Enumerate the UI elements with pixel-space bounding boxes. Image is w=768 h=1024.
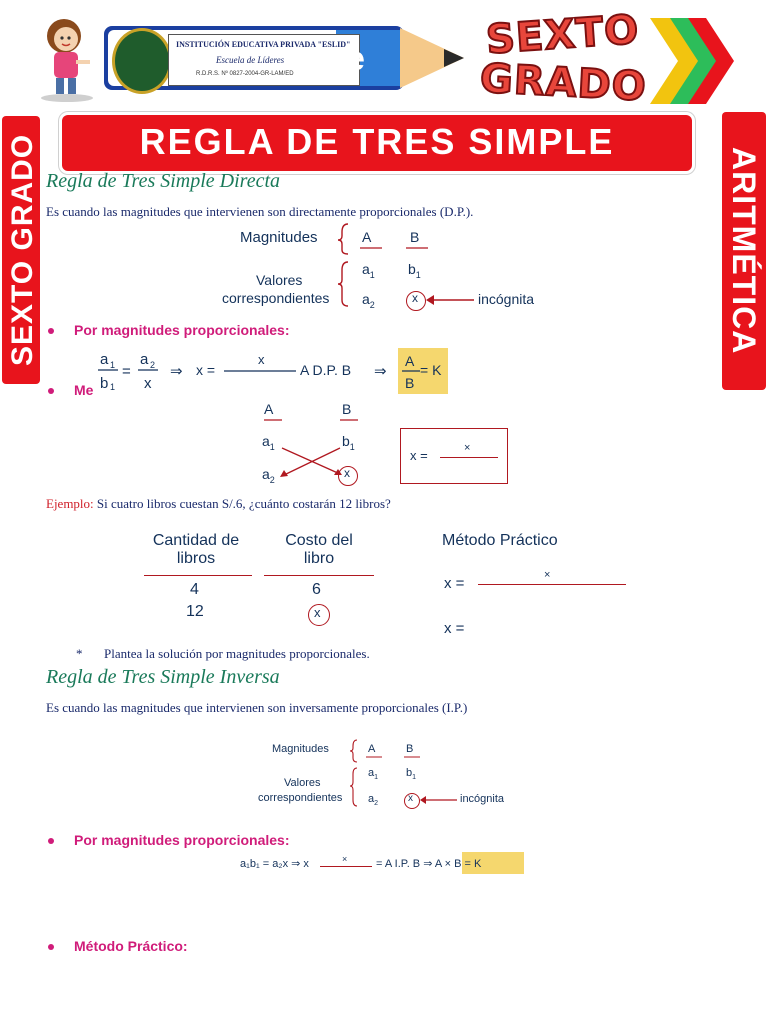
inv-values-label-1: Valores	[284, 777, 321, 789]
side-label-left: SEXTO GRADO	[6, 133, 39, 367]
example-text: Si cuatro libros cuestan S/.6, ¿cuánto costarán 12 libros?	[96, 496, 391, 511]
school-emblem	[112, 28, 172, 94]
inv-b1: $b_1$	[406, 767, 417, 782]
method-line	[478, 584, 626, 585]
svg-text:x: x	[258, 352, 265, 367]
inv-col-a: A	[368, 743, 376, 755]
col-a-label: A	[362, 229, 372, 245]
example-label: Ejemplo:	[46, 496, 94, 511]
school-motto: Escuela de Líderes	[216, 55, 285, 65]
cross-b1: $b_1$	[342, 433, 355, 452]
table-col1-header: Cantidad de libros	[152, 532, 240, 567]
definition-direct: Es cuando las magnitudes que intervienen son directamente proporcionales (D.P.).	[46, 204, 474, 219]
inv-unknown-x: x	[408, 793, 413, 804]
page-title: REGLA DE TRES SIMPLE	[139, 121, 615, 162]
method-x1: x =	[444, 575, 465, 592]
cross-col-b: B	[342, 401, 352, 417]
definition-inverse: Es cuando las magnitudes que intervienen son inversamente proporcionales (I.P.)	[46, 700, 468, 715]
svg-text:2: 2	[150, 360, 156, 370]
section-heading-direct: Regla de Tres Simple Directa	[46, 170, 281, 192]
note-star: *	[76, 646, 83, 661]
bullet-dot	[48, 944, 54, 950]
formula-k: = K	[420, 362, 442, 378]
row1-qty: 4	[190, 581, 199, 598]
col-b-label: B	[410, 229, 420, 245]
practical-box-line	[440, 457, 498, 458]
note-text: Plantea la solución por magnitudes proporcionales.	[104, 646, 370, 661]
cross-col-a: A	[264, 401, 274, 417]
inv-magnitudes-label: Magnitudes	[272, 743, 329, 755]
svg-text:=: =	[122, 363, 131, 380]
svg-text:1: 1	[110, 382, 116, 392]
table-col2-rule	[264, 575, 374, 576]
cross-a1: $a_1$	[262, 433, 275, 452]
unknown-label: incógnita	[478, 291, 535, 307]
bullet-practical-direct: Me	[74, 382, 94, 398]
values-label-1: Valores	[256, 272, 303, 288]
inv-a1: $a_1$	[368, 767, 379, 782]
method-x2: x =	[444, 620, 465, 637]
inv-a2: $a_2$	[368, 793, 379, 808]
bullet-practical-inverse: Método Práctico:	[74, 938, 188, 954]
svg-text:⇒: ⇒	[374, 363, 387, 380]
svg-text:1: 1	[110, 360, 116, 370]
bullet-dot	[48, 328, 54, 334]
row2-qty: 12	[186, 603, 204, 620]
practical-box-x: x =	[410, 448, 428, 463]
svg-text:A: A	[405, 353, 415, 369]
svg-text:B: B	[405, 375, 415, 391]
cross-a2: $a_2$	[262, 466, 275, 485]
inv-values-label-2: correspondientes	[258, 792, 343, 804]
method-title: Método Práctico	[442, 532, 558, 549]
bullet-proportional-direct: Por magnitudes proporcionales:	[74, 322, 290, 338]
inv-formula-right: = A I.P. B ⇒ A × B = K	[376, 858, 482, 870]
inv-formula-line	[320, 866, 372, 867]
magnitudes-label: Magnitudes	[240, 229, 318, 246]
inv-formula-times: ×	[342, 854, 348, 864]
values-label-2: correspondientes	[222, 290, 330, 306]
value-a1: $a_1$	[362, 261, 375, 280]
grade-word-sexto: SEXTO	[484, 6, 641, 64]
pencil-letter: e	[346, 40, 365, 78]
bullet-dot	[48, 838, 54, 844]
cross-unknown-x: x	[344, 466, 350, 480]
svg-text:⇒: ⇒	[170, 363, 183, 380]
formula-dp: A D.P. B	[300, 362, 352, 378]
table-col1-rule	[144, 575, 252, 576]
inv-unknown-label: incógnita	[460, 793, 505, 805]
practical-box-times: ×	[464, 442, 471, 454]
unknown-x: x	[412, 291, 418, 305]
svg-text:a: a	[100, 351, 109, 368]
inv-col-b: B	[406, 743, 414, 755]
svg-text:x: x	[144, 375, 152, 392]
formula-x-eq: x =	[196, 362, 216, 378]
example-line	[46, 496, 391, 512]
svg-text:b: b	[100, 375, 109, 392]
section-heading-inverse: Regla de Tres Simple Inversa	[46, 666, 280, 688]
table-col2-header: Costo del libro	[285, 532, 353, 567]
bullet-dot	[48, 388, 54, 394]
bullet-proportional-inverse: Por magnitudes proporcionales:	[74, 832, 290, 848]
value-b1: $b_1$	[408, 261, 421, 280]
row2-cost: x	[314, 605, 321, 620]
grade-word-grado: GRADO	[478, 55, 648, 111]
school-name: INSTITUCIÓN EDUCATIVA PRIVADA "ESLID"	[176, 40, 351, 49]
side-label-right: ARITMÉTICA	[726, 147, 762, 355]
method-times: ×	[544, 569, 551, 581]
value-a2: $a_2$	[362, 291, 375, 310]
row1-cost: 6	[312, 581, 321, 598]
svg-text:a: a	[140, 351, 149, 368]
school-registration: R.D.R.S. Nº 0827-2004-GR-LAM/ED	[196, 71, 294, 77]
inv-formula-left: a₁b₁ = a₂x ⇒ x	[240, 858, 309, 870]
